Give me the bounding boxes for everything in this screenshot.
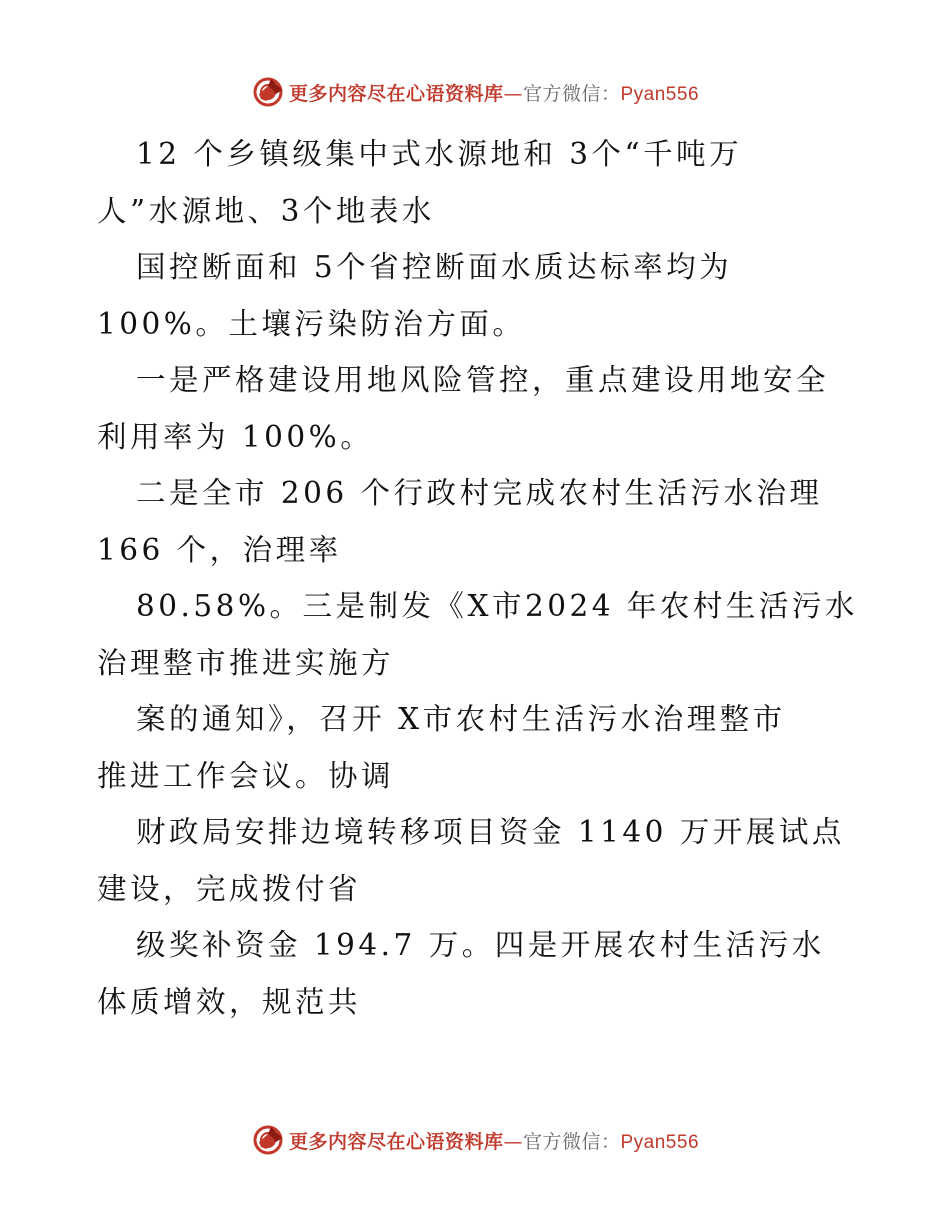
text-line: 利用率为 100%。: [97, 419, 374, 454]
text-line: 建设，完成拨付省: [97, 871, 362, 906]
watermark-site: 更多内容尽在心语资料库: [288, 1130, 504, 1153]
document-body: [97, 126, 877, 1030]
watermark-site: 更多内容尽在心语资料库: [288, 82, 504, 105]
pen-logo-icon: [251, 75, 285, 109]
text-line: 级奖补资金 194.7 万。四是开展农村生活污水: [136, 928, 825, 962]
text-line: 80.58%。三是制发《X市2024 年农村生活污水: [136, 589, 858, 623]
watermark-separator: —: [503, 82, 523, 105]
text-line: 100%。土壤污染防治方面。: [97, 306, 526, 341]
text-line: 财政局安排边境转移项目资金 1140 万开展试点: [136, 815, 845, 849]
text-line: 166 个，治理率: [97, 532, 342, 567]
watermark-account: Pyan556: [620, 1131, 700, 1153]
header-watermark: [0, 72, 950, 112]
watermark-account: Pyan556: [620, 83, 700, 105]
text-line: 体质增效，规范共: [97, 984, 362, 1019]
text-line: 国控断面和 5个省控断面水质达标率均为: [136, 250, 733, 284]
text-line: 二是全市 206 个行政村完成农村生活污水治理: [136, 476, 823, 510]
watermark-label: 官方微信：: [522, 82, 621, 105]
pen-logo-icon: [251, 1123, 285, 1157]
text-line: 案的通知》，召开 X市农村生活污水治理整市: [136, 702, 786, 736]
text-line: 12 个乡镇级集中式水源地和 3个“千吨万: [136, 137, 743, 171]
text-line: 治理整市推进实施方: [97, 645, 395, 680]
text-line: 一是严格建设用地风险管控，重点建设用地安全: [136, 363, 830, 397]
watermark-separator: —: [503, 1130, 523, 1153]
watermark-label: 官方微信：: [522, 1130, 621, 1153]
text-line: 推进工作会议。协调: [97, 758, 395, 793]
footer-watermark: [0, 1120, 950, 1160]
text-line: 人”水源地、3个地表水: [97, 193, 435, 228]
